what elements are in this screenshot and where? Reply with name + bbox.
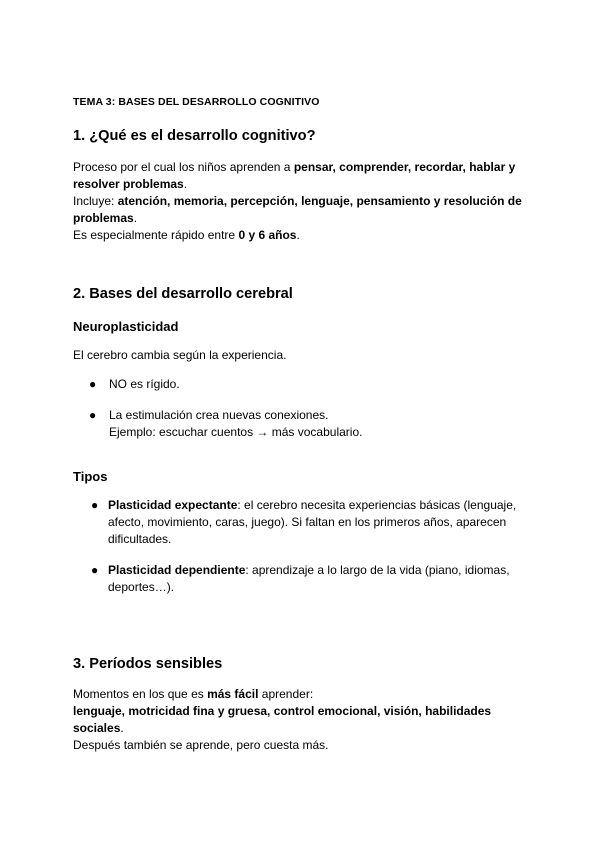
list-item-text — [109, 407, 362, 441]
s1-line-3 — [73, 193, 543, 210]
t1-line-1 — [108, 497, 516, 514]
s1-l4-bold: problemas — [73, 211, 134, 225]
section-3-heading: 3. Períodos sensibles — [73, 656, 223, 672]
s3-l1-post: aprender: — [258, 687, 314, 701]
s3-line-1 — [73, 686, 543, 703]
neuroplasticidad-intro: El cerebro cambia según la experiencia. — [73, 348, 287, 362]
t2-line-1 — [108, 562, 510, 579]
section-3-paragraph — [73, 686, 543, 754]
s3-l3-bold: sociales — [73, 721, 121, 735]
s3-l2-bold: lenguaje, motricidad fina y gruesa, control emocional, visión, habilidades — [73, 704, 492, 718]
s3-l1-bold: más fácil — [207, 687, 259, 701]
section-1-heading: 1. ¿Qué es el desarrollo cognitivo? — [73, 128, 316, 144]
t1-line-2: afecto, movimiento, caras, juego). Si faltan en los primeros años, aparecen — [108, 515, 507, 529]
t2-l1-text: : aprendizaje a lo largo de la vida (piano, idiomas, — [245, 563, 510, 577]
s3-l1-text: Momentos en los que es — [73, 687, 208, 701]
s1-l1-text: Proceso por el cual los niños aprenden a — [73, 160, 294, 174]
subheading-tipos: Tipos — [73, 469, 108, 484]
s1-l5-bold: 0 y 6 años — [238, 228, 297, 242]
s1-l3-text: Incluye: — [73, 194, 118, 208]
s1-line-1 — [73, 159, 543, 176]
list-item-text — [109, 376, 180, 393]
t1-bold: Plasticidad expectante — [108, 498, 238, 512]
s3-line-2 — [73, 703, 543, 720]
s1-l3-bold: atención, memoria, percepción, lenguaje, pensamiento y resolución de — [117, 194, 522, 208]
s1-l1-bold: pensar, comprender, recordar, hablar y — [293, 160, 516, 174]
s1-l5-text: Es especialmente rápido entre — [73, 228, 239, 242]
bullet-icon: ● — [91, 498, 99, 512]
s1-l2-bold: resolver problemas — [73, 177, 184, 191]
section-1-paragraph — [73, 159, 543, 244]
t1-l1-text: : el cerebro necesita experiencias básicas (lenguaje, — [237, 498, 517, 512]
s1-l5-post: . — [296, 228, 300, 242]
s3-line-3 — [73, 720, 543, 737]
t2-line-2: deportes…). — [108, 580, 175, 594]
bullet-icon: ● — [89, 377, 97, 391]
s1-l2-text: . — [183, 177, 188, 191]
b1-line: NO es rígido. — [109, 377, 180, 391]
t2-bold: Plasticidad dependiente — [108, 563, 246, 577]
b2-line-2: Ejemplo: escuchar cuentos → más vocabulario. — [109, 425, 363, 439]
list-item-text — [108, 562, 510, 596]
s1-l4-text: . — [133, 211, 138, 225]
document-title: TEMA 3: BASES DEL DESARROLLO COGNITIVO — [73, 96, 320, 108]
t1-line-3: dificultades. — [108, 532, 172, 546]
s3-l3-text: . — [120, 721, 124, 735]
s1-line-2 — [73, 176, 543, 193]
bullet-icon: ● — [89, 408, 97, 422]
s1-line-5 — [73, 227, 543, 244]
list-item-text — [108, 497, 516, 548]
subheading-neuroplasticidad: Neuroplasticidad — [73, 319, 179, 334]
bullet-icon: ● — [91, 563, 99, 577]
b2-line-1: La estimulación crea nuevas conexiones. — [109, 408, 329, 422]
s3-line-4: Después también se aprende, pero cuesta más. — [73, 738, 329, 752]
section-2-heading: 2. Bases del desarrollo cerebral — [73, 286, 293, 302]
s1-line-4 — [73, 210, 543, 227]
